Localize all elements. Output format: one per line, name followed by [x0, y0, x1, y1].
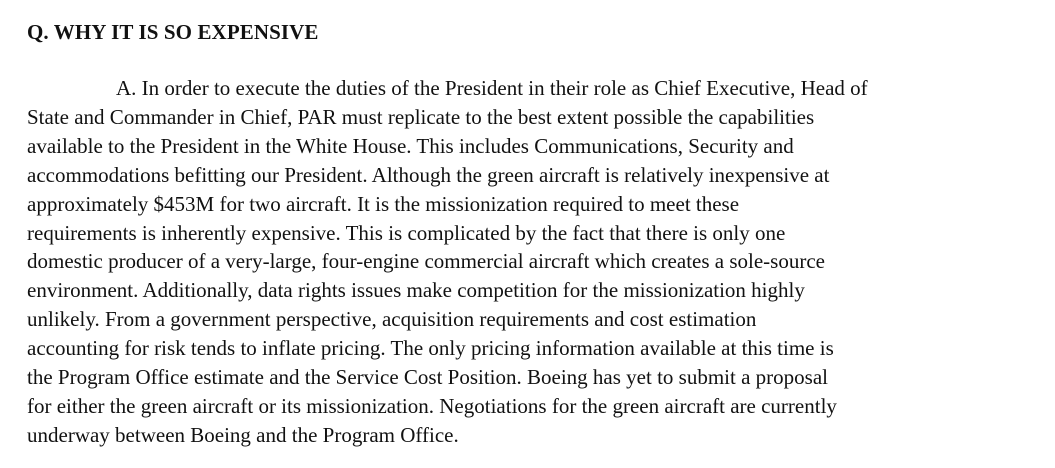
answer-line-10: accounting for risk tends to inflate pricing. The only pricing information available at this time is — [27, 336, 834, 361]
answer-line-7: domestic producer of a very-large, four-engine commercial aircraft which creates a sole-source — [27, 249, 825, 274]
answer-line-6: requirements is inherently expensive. This is complicated by the fact that there is only one — [27, 220, 786, 245]
answer-line-13: underway between Boeing and the Program Office. — [27, 422, 459, 447]
answer-line-9: unlikely. From a government perspective, acquisition requirements and cost estimation — [27, 307, 757, 332]
answer-paragraph — [27, 74, 1037, 450]
answer-line-3: available to the President in the White House. This includes Communications, Security and — [27, 133, 794, 158]
answer-line-4: accommodations befitting our President. Although the green aircraft is relatively inexpensive at — [27, 162, 830, 187]
answer-line-8: environment. Additionally, data rights issues make competition for the missionization highly — [27, 278, 805, 303]
question-heading: Q. WHY IT IS SO EXPENSIVE — [27, 20, 319, 44]
answer-line-1: A. In order to execute the duties of the President in their role as Chief Executive, Head of — [116, 76, 868, 100]
answer-line-12: for either the green aircraft or its missionization. Negotiations for the green aircraft are currently — [27, 393, 837, 418]
answer-line-5: approximately $453M for two aircraft. It is the missionization required to meet these — [27, 191, 740, 216]
answer-line-11: the Program Office estimate and the Service Cost Position. Boeing has yet to submit a proposal — [27, 365, 828, 390]
answer-line-2: State and Commander in Chief, PAR must replicate to the best extent possible the capabilities — [27, 104, 815, 129]
